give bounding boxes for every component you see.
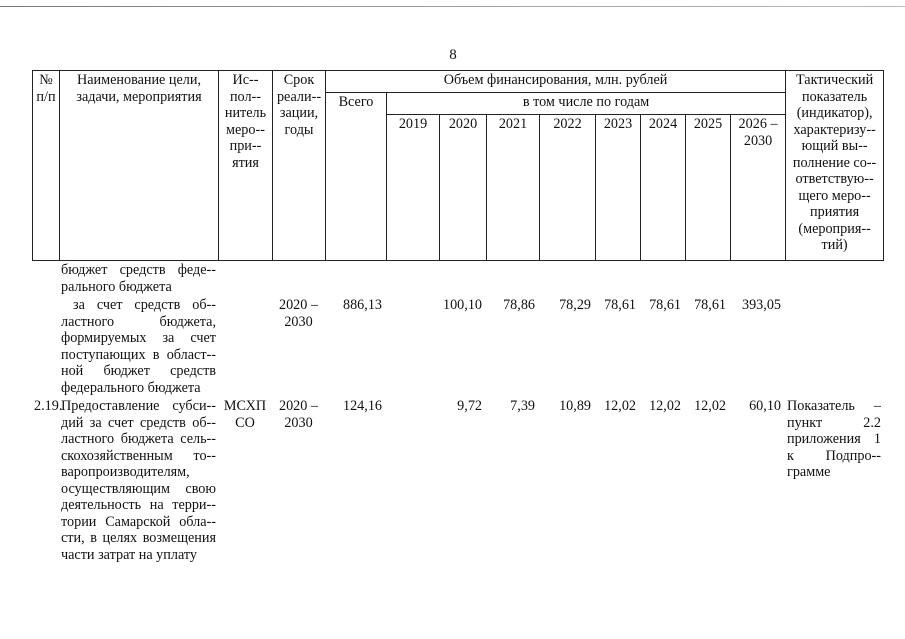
header-year: 2023	[596, 115, 641, 261]
row-value	[486, 261, 539, 296]
row-value	[386, 397, 439, 564]
row-total: 124,16	[342, 398, 382, 414]
row-executor	[218, 261, 272, 296]
header-by-years: в том числе по годам	[387, 93, 786, 115]
row-value: 78,61	[649, 297, 681, 313]
row-value: 78,29	[559, 297, 591, 313]
row-name: Предоставление субси-дий за счет средств об-ластного бюджета сель-скохозяйственным то-варопроизводителям, осуществляющим свою деятельность на терри-тории Самарской обла-сти, в целях возмещения части затрат на уплату	[61, 398, 216, 563]
row-indicator: Показатель – пункт 2.2 приложения 1 к Подпро-грамме	[787, 398, 881, 480]
table-row	[32, 261, 883, 296]
row-name: бюджет средств феде-рального бюджета	[61, 262, 216, 295]
row-value	[685, 261, 730, 296]
table-body	[32, 261, 883, 564]
header-executor: Ис-пол-нитель меро-при-ятия	[219, 71, 273, 261]
row-value: 78,86	[503, 297, 535, 313]
header-year: 2019	[387, 115, 440, 261]
table-row	[32, 397, 883, 564]
row-value: 7,39	[510, 398, 535, 414]
row-no	[32, 296, 59, 397]
row-total	[325, 261, 386, 296]
row-value	[386, 261, 439, 296]
row-value	[439, 261, 486, 296]
row-term: 2020 – 2030	[278, 297, 318, 330]
row-executor	[218, 296, 272, 397]
header-indicator: Тактический показатель (индикатор), характеризу-ющий вы-полнение со-ответствую-щего меро-приятия (мероприя-тий)	[786, 71, 884, 261]
financing-table	[32, 70, 883, 564]
row-value: 393,05	[741, 297, 781, 313]
row-value: 9,72	[457, 398, 482, 414]
row-indicator	[785, 296, 883, 397]
header-financing: Объем финансирования, млн. рублей	[326, 71, 786, 93]
row-value: 10,89	[559, 398, 591, 414]
row-value: 78,61	[604, 297, 636, 313]
page-number: 8	[449, 47, 457, 63]
row-value: 100,10	[442, 297, 482, 313]
header-year: 2021	[487, 115, 540, 261]
header-year: 2022	[540, 115, 596, 261]
header-name: Наименование цели, задачи, мероприятия	[60, 71, 219, 261]
row-value	[730, 261, 785, 296]
row-value: 12,02	[649, 398, 681, 414]
row-term: 2020 – 2030	[278, 398, 318, 431]
header-year: 2020	[440, 115, 487, 261]
header-year: 2026 – 2030	[731, 115, 786, 261]
row-name: за счет средств об-ластного бюджета, формируемых за счет поступающих в област-ной бюджет средств федерального бюджета	[61, 297, 216, 396]
header-term: Срок реали-зации, годы	[273, 71, 326, 261]
row-value	[386, 296, 439, 397]
row-value: 78,61	[694, 297, 726, 313]
row-value: 12,02	[694, 398, 726, 414]
header-no: № п/п	[33, 71, 60, 261]
row-indicator	[785, 261, 883, 296]
table-row	[32, 296, 883, 397]
row-no	[32, 261, 59, 296]
header-total: Всего	[326, 93, 387, 261]
row-value	[640, 261, 685, 296]
table-header	[32, 70, 884, 261]
header-year: 2025	[686, 115, 731, 261]
scan-edge-line	[0, 6, 905, 7]
row-term	[272, 261, 325, 296]
row-no: 2.19.	[34, 398, 63, 414]
header-year: 2024	[641, 115, 686, 261]
row-value: 12,02	[604, 398, 636, 414]
row-value	[595, 261, 640, 296]
row-value	[539, 261, 595, 296]
row-executor: МСХП СО	[223, 398, 267, 431]
row-value: 60,10	[749, 398, 781, 414]
row-total: 886,13	[342, 297, 382, 313]
